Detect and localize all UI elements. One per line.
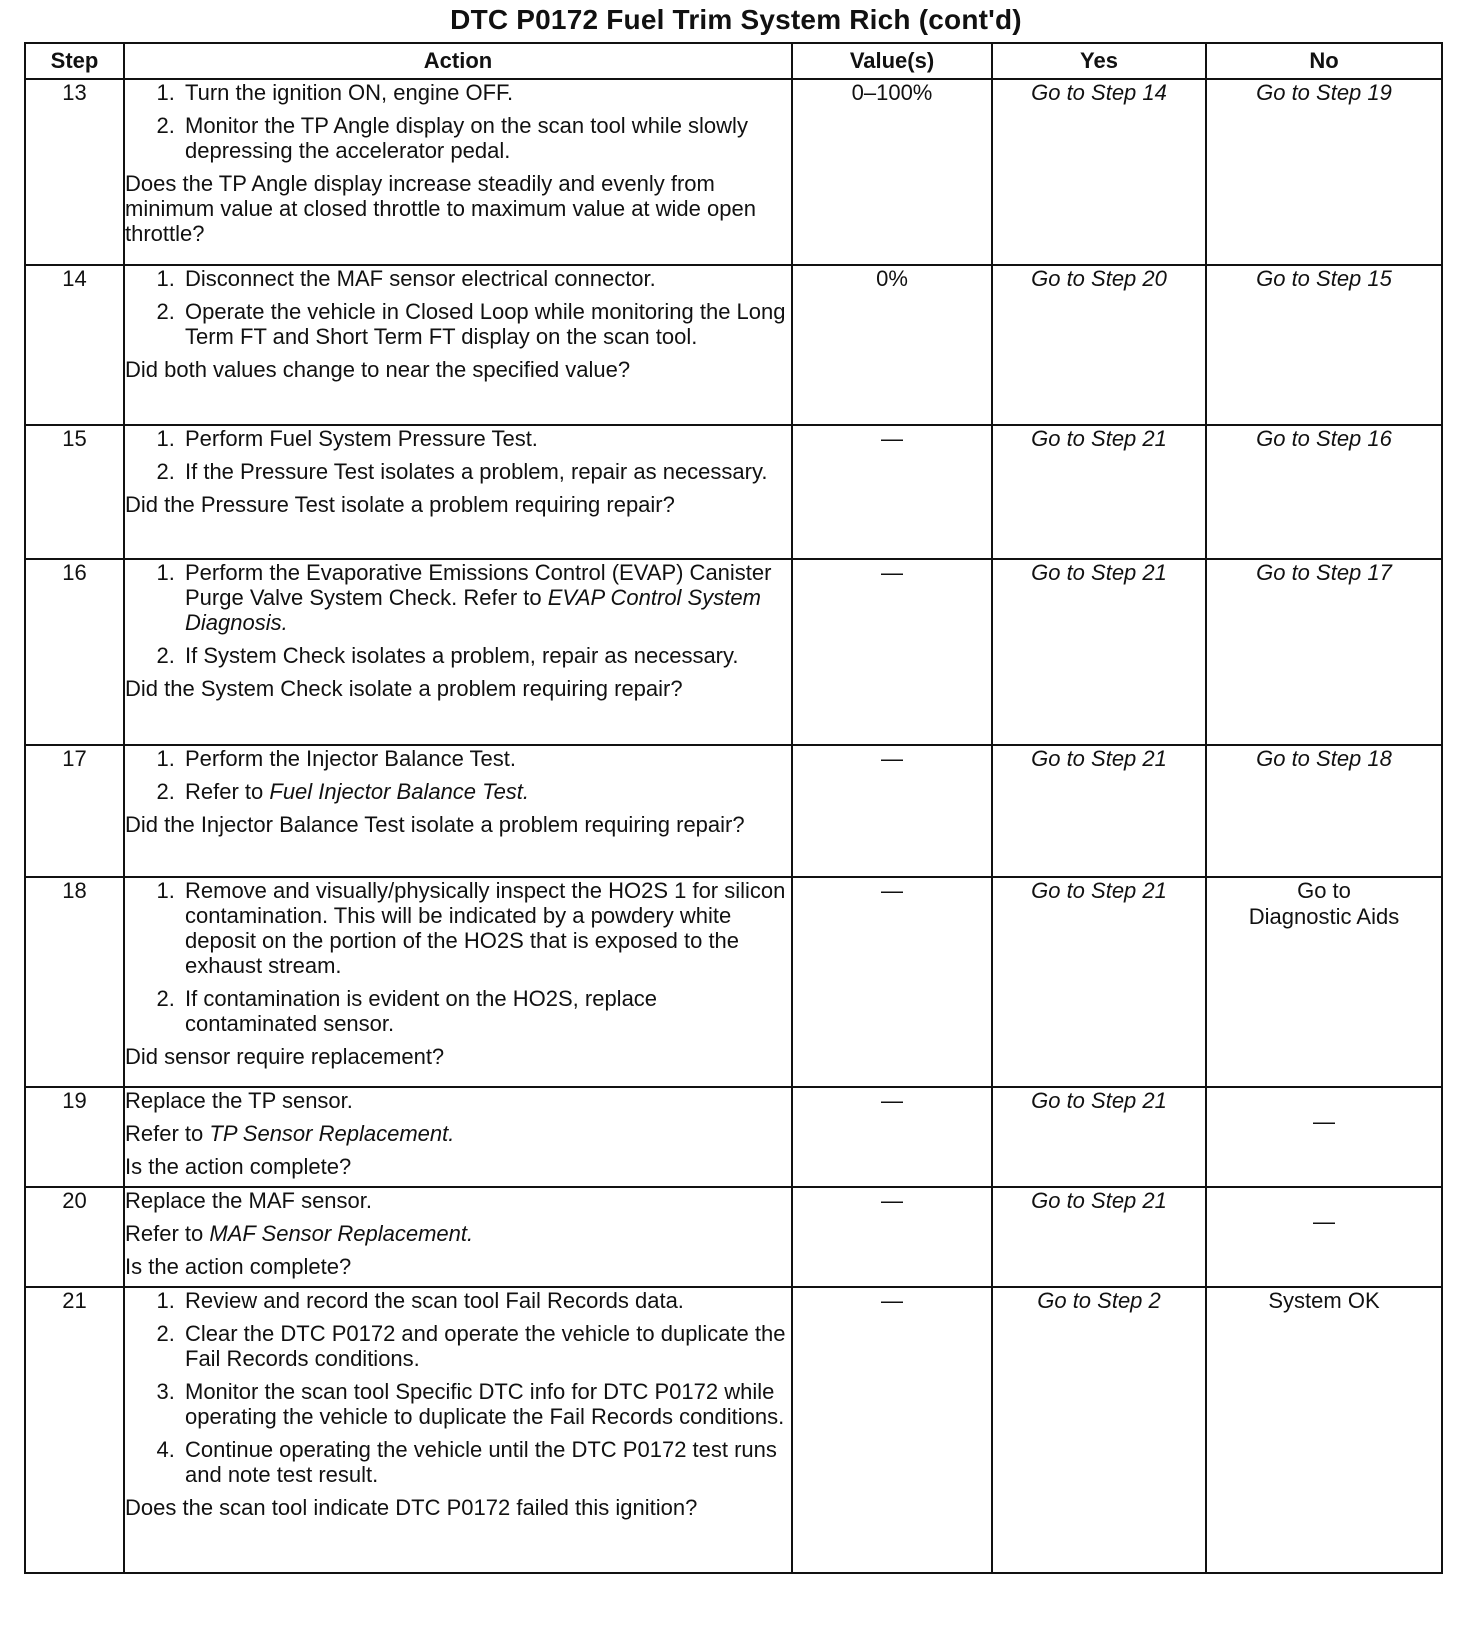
- action-cell: [124, 265, 792, 425]
- yes-cell: [992, 877, 1206, 1087]
- value-cell: [792, 1187, 992, 1287]
- action-item: 3. Monitor the scan tool Specific DTC info for DTC P0172 while operating the vehicle to duplicate the Fail Records conditions.: [181, 1379, 791, 1429]
- no-cell: [1206, 877, 1442, 1087]
- action-item: 1. Perform the Injector Balance Test.: [181, 746, 791, 771]
- value-dash: —: [881, 426, 903, 451]
- table-row: [25, 745, 1442, 877]
- header-yes: Yes: [992, 43, 1206, 79]
- action-question: Did the System Check isolate a problem requiring repair?: [125, 676, 683, 701]
- no-cell: [1206, 1087, 1442, 1187]
- action-cell: [124, 79, 792, 265]
- action-item: [181, 560, 791, 635]
- action-item: 2. If the Pressure Test isolates a problem, repair as necessary.: [181, 459, 791, 484]
- action-text: Perform the Evaporative Emissions Control (EVAP) Canister Purge Valve System Check. Refer to: [185, 560, 772, 610]
- yes-goto: Go to Step 21: [1031, 1088, 1167, 1113]
- value-cell: [792, 1087, 992, 1187]
- action-item: [181, 779, 791, 804]
- table-row: [25, 265, 1442, 425]
- action-item: 1. Disconnect the MAF sensor electrical connector.: [181, 266, 791, 291]
- no-cell: [1206, 425, 1442, 559]
- header-action: Action: [124, 43, 792, 79]
- page-title: DTC P0172 Fuel Trim System Rich (cont'd): [450, 4, 1022, 35]
- action-item: 1. Perform Fuel System Pressure Test.: [181, 426, 791, 451]
- step-number: 20: [25, 1187, 124, 1287]
- action-item: 1. Review and record the scan tool Fail Records data.: [181, 1288, 791, 1313]
- step-number: 14: [25, 265, 124, 425]
- yes-goto: Go to Step 21: [1031, 560, 1167, 585]
- yes-cell: [992, 79, 1206, 265]
- action-line: [125, 1121, 791, 1146]
- reference-link: TP Sensor Replacement.: [209, 1121, 455, 1146]
- action-question: Did the Injector Balance Test isolate a problem requiring repair?: [125, 812, 745, 837]
- header-value: Value(s): [792, 43, 992, 79]
- no-goto-line: Diagnostic Aids: [1248, 904, 1400, 929]
- no-dash: —: [1313, 1209, 1335, 1234]
- no-goto: Go to Step 15: [1256, 266, 1392, 291]
- action-question: Is the action complete?: [125, 1154, 352, 1179]
- action-cell: [124, 425, 792, 559]
- reference-link: EVAP Control System Diagnosis.: [185, 585, 761, 635]
- yes-cell: [992, 1087, 1206, 1187]
- value-text: 0–100%: [851, 80, 933, 105]
- value-cell: [792, 425, 992, 559]
- table-row: [25, 559, 1442, 745]
- no-cell: [1206, 1287, 1442, 1573]
- action-question: Does the scan tool indicate DTC P0172 failed this ignition?: [125, 1495, 698, 1520]
- table-row: [25, 1087, 1442, 1187]
- action-text: Refer to: [125, 1221, 210, 1246]
- value-cell: [792, 265, 992, 425]
- step-number: 18: [25, 877, 124, 1087]
- action-question: Did both values change to near the specified value?: [125, 357, 631, 382]
- value-cell: [792, 1287, 992, 1573]
- no-result: System OK: [1268, 1288, 1380, 1313]
- yes-goto: Go to Step 21: [1031, 426, 1167, 451]
- no-dash: —: [1313, 1109, 1335, 1134]
- step-number: 15: [25, 425, 124, 559]
- step-number: 16: [25, 559, 124, 745]
- yes-cell: [992, 1187, 1206, 1287]
- yes-goto: Go to Step 21: [1031, 1188, 1167, 1213]
- no-goto: Go to Step 19: [1256, 80, 1392, 105]
- action-item: 4. Continue operating the vehicle until the DTC P0172 test runs and note test result.: [181, 1437, 791, 1487]
- action-cell: [124, 1087, 792, 1187]
- value-dash: —: [881, 878, 903, 903]
- value-cell: [792, 79, 992, 265]
- no-goto-line: Go to: [1297, 878, 1351, 903]
- no-goto: Go to Step 17: [1256, 560, 1392, 585]
- no-cell: [1206, 265, 1442, 425]
- yes-goto: Go to Step 21: [1031, 878, 1167, 903]
- table-row: [25, 79, 1442, 265]
- table-row: [25, 1287, 1442, 1573]
- value-cell: [792, 745, 992, 877]
- no-cell: [1206, 745, 1442, 877]
- yes-cell: [992, 745, 1206, 877]
- value-dash: —: [881, 560, 903, 585]
- value-dash: —: [881, 1088, 903, 1113]
- action-question: Does the TP Angle display increase steadily and evenly from minimum value at closed throttle to maximum value at wide open throttle?: [125, 171, 756, 246]
- diagnostic-table: [24, 42, 1443, 1574]
- action-item: 2. If contamination is evident on the HO2S, replace contaminated sensor.: [181, 986, 791, 1036]
- yes-cell: [992, 265, 1206, 425]
- action-cell: [124, 559, 792, 745]
- table-row: [25, 425, 1442, 559]
- action-item: 1. Remove and visually/physically inspect the HO2S 1 for silicon contamination. This will be indicated by a powdery white deposit on the portion of the HO2S that is exposed to the exhaust stream.: [181, 878, 791, 978]
- action-line: [125, 1221, 791, 1246]
- yes-goto: Go to Step 14: [1031, 80, 1167, 105]
- step-number: 19: [25, 1087, 124, 1187]
- yes-goto: Go to Step 21: [1031, 746, 1167, 771]
- yes-cell: [992, 1287, 1206, 1573]
- yes-cell: [992, 559, 1206, 745]
- action-question: Is the action complete?: [125, 1254, 352, 1279]
- table-row: [25, 1187, 1442, 1287]
- header-no: No: [1206, 43, 1442, 79]
- yes-goto: Go to Step 20: [1031, 266, 1167, 291]
- step-number: 13: [25, 79, 124, 265]
- no-cell: [1206, 559, 1442, 745]
- action-item: 2. Monitor the TP Angle display on the scan tool while slowly depressing the accelerator pedal.: [181, 113, 791, 163]
- value-dash: —: [881, 1188, 903, 1213]
- action-question: Did sensor require replacement?: [125, 1044, 445, 1069]
- action-item: 1. Turn the ignition ON, engine OFF.: [181, 80, 791, 105]
- action-cell: [124, 1187, 792, 1287]
- no-goto: Go to Step 18: [1256, 746, 1392, 771]
- no-cell: [1206, 1187, 1442, 1287]
- action-cell: [124, 1287, 792, 1573]
- reference-link: MAF Sensor Replacement.: [209, 1221, 474, 1246]
- header-step: Step: [25, 43, 124, 79]
- yes-cell: [992, 425, 1206, 559]
- reference-link: Fuel Injector Balance Test.: [269, 779, 530, 804]
- action-text: Refer to: [185, 779, 270, 804]
- action-line: Replace the TP sensor.: [125, 1088, 353, 1113]
- action-item: 2. Operate the vehicle in Closed Loop while monitoring the Long Term FT and Short Term FT display on the scan tool.: [181, 299, 791, 349]
- value-cell: [792, 877, 992, 1087]
- yes-goto: Go to Step 2: [1037, 1288, 1161, 1313]
- no-cell: [1206, 79, 1442, 265]
- action-line: Replace the MAF sensor.: [125, 1188, 373, 1213]
- action-item: 2. Clear the DTC P0172 and operate the vehicle to duplicate the Fail Records conditions.: [181, 1321, 791, 1371]
- step-number: 21: [25, 1287, 124, 1573]
- step-number: 17: [25, 745, 124, 877]
- action-cell: [124, 745, 792, 877]
- action-item: 2. If System Check isolates a problem, repair as necessary.: [181, 643, 791, 668]
- no-goto: Go to Step 16: [1256, 426, 1392, 451]
- value-text: 0%: [876, 266, 908, 291]
- action-text: Refer to: [125, 1121, 210, 1146]
- value-dash: —: [881, 746, 903, 771]
- value-dash: —: [881, 1288, 903, 1313]
- value-cell: [792, 559, 992, 745]
- action-question: Did the Pressure Test isolate a problem requiring repair?: [125, 492, 675, 517]
- table-header-row: [25, 43, 1442, 79]
- action-cell: [124, 877, 792, 1087]
- table-row: [25, 877, 1442, 1087]
